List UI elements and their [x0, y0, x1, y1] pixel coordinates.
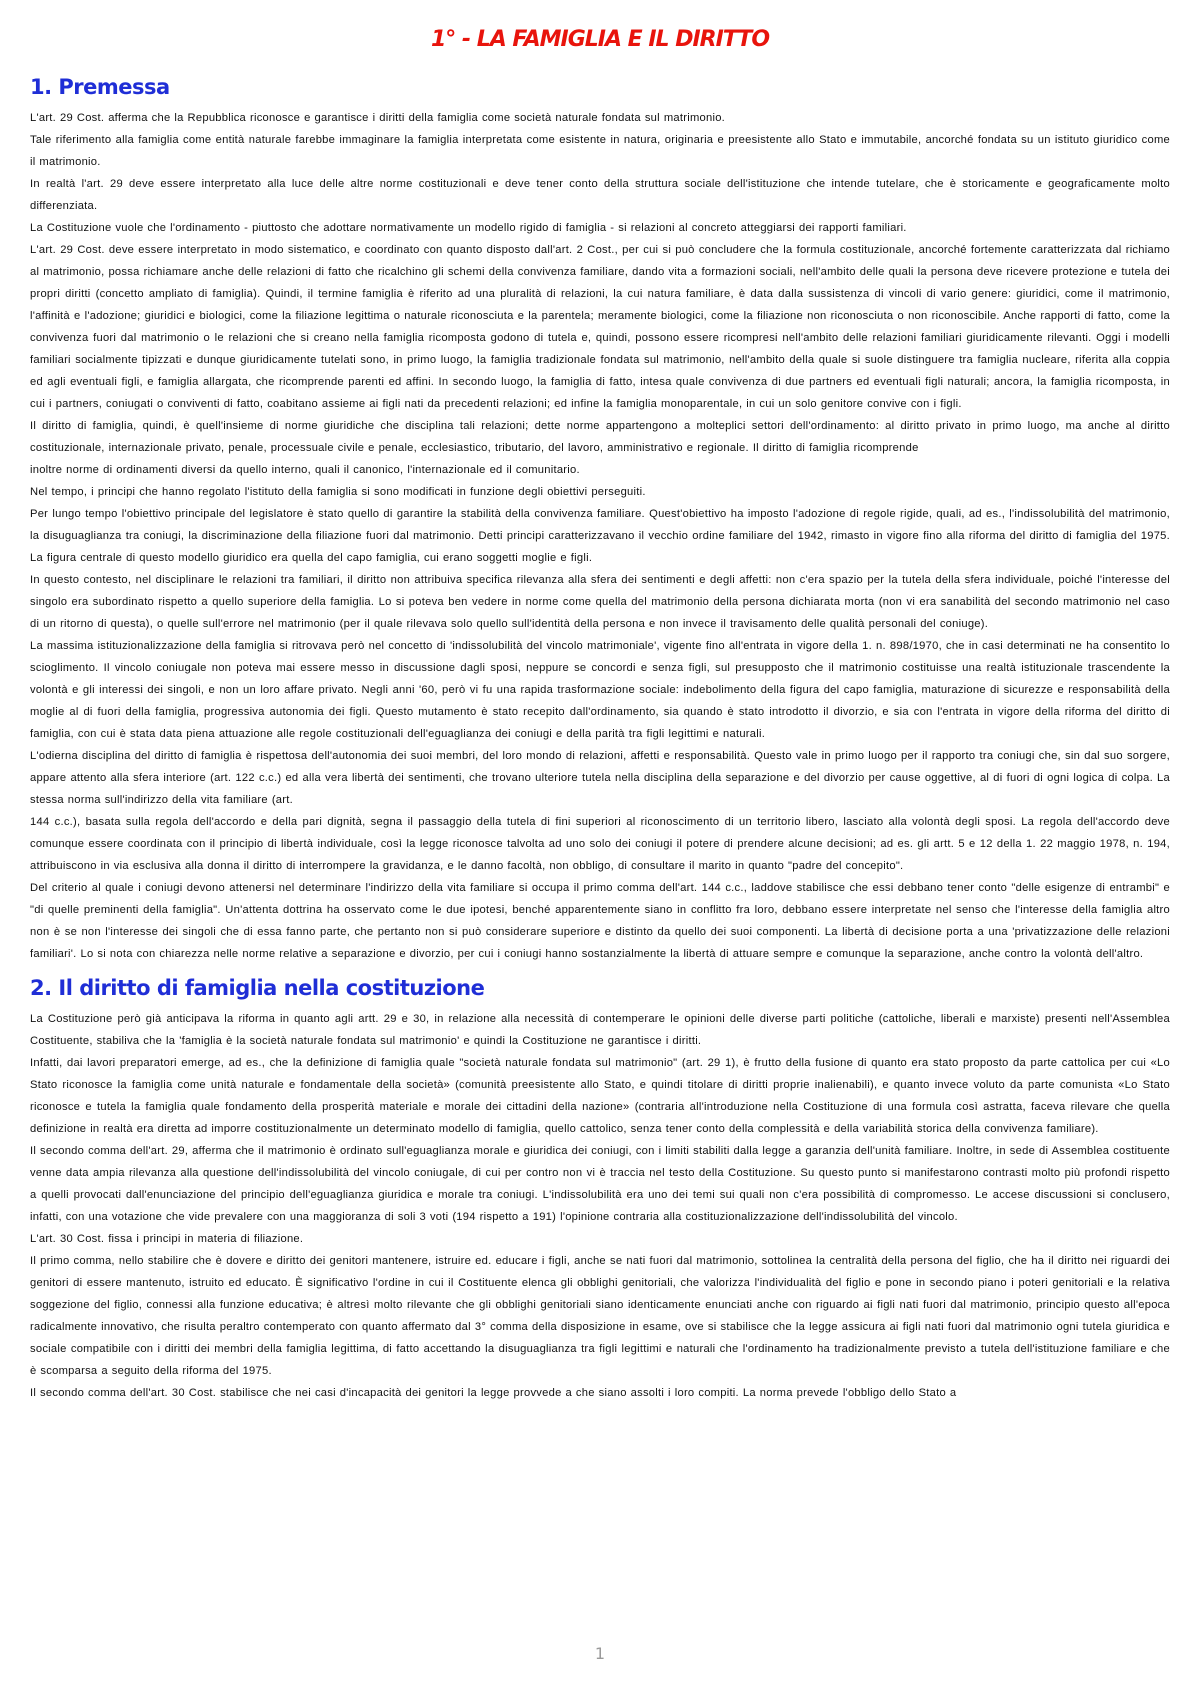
section-heading: 1. Premessa	[30, 75, 170, 99]
page-number: 1	[594, 1644, 606, 1663]
paragraph: In questo contesto, nel disciplinare le relazioni tra familiari, il diritto non attribuiva specifica rilevanza alla sfera dei sentimenti e degli affetti: non c'era spazio per la tutela della sfera individuale, poiché l'interesse del singolo era subordinato rispetto a quello superiore della famiglia. Lo si poteva ben vedere in norme come quella del matrimonio della persona dichiarata morta (non vi era sanabilità del secondo matrimonio nel caso di un ritorno di questa), o quelle sull'errore nel matrimonio (per il quale rilevava solo quello sull'identità della persona e non invece il travisamento delle qualità personali del coniuge).	[30, 574, 1170, 630]
paragraph: La massima istituzionalizzazione della famiglia si ritrovava però nel concetto di 'indissolubilità del vincolo matrimoniale', vigente fino all'entrata in vigore della 1. n. 898/1970, che in casi determinati ne ha consentito lo scioglimento. Il vincolo coniugale non poteva mai essere messo in discussione dagli sposi, neppure se concordi e senza figli, sul presupposto che il matrimonio costituisse una realtà istituzionale trascendente la volontà e gli interessi dei singoli, e non un loro affare privato. Negli anni '60, però vi fu una rapida trasformazione sociale: indebolimento della figura del capo famiglia, maturazione di sicurezze e responsabilità della moglie al di fuori della famiglia, progressiva autonomia dei figli. Questo mutamento è stato recepito dall'ordinamento, sia quando è stato introdotto il divorzio, e sia con l'entrata in vigore della riforma del diritto di famiglia, con cui è stata data piena attuazione alle regole costituzionali dell'eguaglianza dei coniugi e della parità tra figli legittimi e naturali.	[30, 640, 1170, 740]
paragraph: Il diritto di famiglia, quindi, è quell'insieme di norme giuridiche che disciplina tali relazioni; dette norme appartengono a molteplici settori dell'ordinamento: al diritto privato in primo luogo, ma anche al diritto costituzionale, internazionale privato, penale, processuale civile e penale, ecclesiastico, tributario, del lavoro, amministrativo e regionale. Il diritto di famiglia ricomprende	[30, 420, 1170, 454]
paragraph: L'odierna disciplina del diritto di famiglia è rispettosa dell'autonomia dei suoi membri, del loro mondo di relazioni, affetti e responsabilità. Questo vale in primo luogo per il rapporto tra coniugi che, sin dal suo sorgere, appare attento alla sfera interiore (art. 122 c.c.) ed alla vera libertà dei sentimenti, che trovano ulteriore tutela nella disciplina della separazione e del divorzio per cause oggettive, al di fuori di ogni logica di colpa. La stessa norma sull'indirizzo della vita familiare (art.	[30, 750, 1170, 806]
section-diritto-famiglia-costituzione	[30, 971, 1170, 1404]
document-page	[30, 22, 1170, 1404]
paragraph: La Costituzione però già anticipava la riforma in quanto agli artt. 29 e 30, in relazione alla necessità di contemperare le opinioni delle diverse parti politiche (cattoliche, liberali e marxiste) presenti nell'Assemblea Costituente, stabiliva che la 'famiglia è la società naturale fondata sul matrimonio' e quindi la Costituzione ne garantisce i diritti.	[30, 1013, 1170, 1047]
paragraph: Il secondo comma dell'art. 30 Cost. stabilisce che nei casi d'incapacità dei genitori la legge provvede a che siano assolti i loro compiti. La norma prevede l'obbligo dello Stato a	[30, 1387, 957, 1399]
paragraph: Infatti, dai lavori preparatori emerge, ad es., che la definizione di famiglia quale "società naturale fondata sul matrimonio" (art. 29 1), è frutto della fusione di quanto era stato proposto da parte cattolica per cui «Lo Stato riconosce la famiglia come unità naturale e fondamentale della società» (comunità preesistente allo Stato, e quindi titolare di diritti proprie inalienabili), e quanto invece voluto da parte comunista «Lo Stato riconosce e tutela la famiglia quale fondamento della prosperità materiale e morale dei cittadini della nazione» (contraria all'introduzione nella Costituzione di una formula così astratta, faceva rilevare che quella definizione in realtà era diretta ad imporre costituzionalmente un determinato modello di famiglia, quello cattolico, senza tener conto della complessità e della variabilità storica della convivenza familiare).	[30, 1057, 1170, 1135]
paragraph: Nel tempo, i principi che hanno regolato l'istituto della famiglia si sono modificati in funzione degli obiettivi perseguiti.	[30, 486, 646, 498]
paragraph: inoltre norme di ordinamenti diversi da quello interno, quali il canonico, l'internazionale ed il comunitario.	[30, 464, 580, 476]
paragraph: Del criterio al quale i coniugi devono attenersi nel determinare l'indirizzo della vita familiare si occupa il primo comma dell'art. 144 c.c., laddove stabilisce che essi debbano tener conto "delle esigenze di entrambi" e "di quelle preminenti della famiglia". Un'attenta dottrina ha osservato come le due ipotesi, benché apparentemente siano in conflitto fra loro, debbano essere interpretate nel senso che l'interesse della famiglia altro non è se non l'interesse dei singoli che di essa fanno parte, che pertanto non si può considerare superiore e distinto da quello dei suoi componenti. La libertà di decisione porta a una 'privatizzazione delle relazioni familiari'. Lo si nota con chiarezza nelle norme relative a separazione e divorzio, per cui i coniugi hanno sostanzialmente la libertà di attuare sempre e comunque la separazione, anche contro la volontà dell'altro.	[30, 882, 1170, 960]
paragraph: Il primo comma, nello stabilire che è dovere e diritto dei genitori mantenere, istruire ed. educare i figli, anche se nati fuori dal matrimonio, sottolinea la centralità della persona del figlio, che ha il diritto nei riguardi dei genitori di essere mantenuto, istruito ed educato. È significativo l'ordine in cui il Costituente elenca gli obblighi genitoriali, che valorizza l'individualità del figlio e pone in secondo piano i poteri genitoriali e la relativa soggezione del figlio, connessi alla funzione educativa; è altresì molto rilevante che gli obblighi genitoriali siano identicamente enunciati anche con riguardo ai figli nati fuori dal matrimonio, principio questo all'epoca radicalmente innovativo, che risulta peraltro contemperato con quanto affermato dal 3° comma della disposizione in esame, ove si stabilisce che la legge assicura ai figli nati fuori dal matrimonio ogni tutela giuridica e sociale compatibile con i diritti dei membri della famiglia legittima, di fatto accettando la disuguaglianza tra figli legittimi e naturali che l'ordinamento ha tradizionalmente previsto a tutela dell'istituzione familiare e che è scomparsa a seguito della riforma del 1975.	[30, 1255, 1170, 1377]
section-premessa	[30, 70, 1170, 965]
paragraph: In realtà l'art. 29 deve essere interpretato alla luce delle altre norme costituzionali e deve tener conto della struttura sociale dell'istituzione che intende tutelare, che è storicamente e geograficamente molto differenziata.	[30, 178, 1170, 212]
paragraph: L'art. 30 Cost. fissa i principi in materia di filiazione.	[30, 1233, 304, 1245]
section-heading: 2. Il diritto di famiglia nella costituzione	[30, 976, 485, 1000]
paragraph: L'art. 29 Cost. afferma che la Repubblica riconosce e garantisce i diritti della famiglia come società naturale fondata sul matrimonio.	[30, 112, 726, 124]
document-title: 1° - LA FAMIGLIA E IL DIRITTO	[430, 27, 770, 52]
paragraph: Il secondo comma dell'art. 29, afferma che il matrimonio è ordinato sull'eguaglianza morale e giuridica dei coniugi, con i limiti stabiliti dalla legge a garanzia dell'unità familiare. Inoltre, in sede di Assemblea costituente venne data ampia rilevanza alla questione dell'indissolubilità del vincolo coniugale, di cui per contro non vi è traccia nel testo della Costituzione. Su questo punto si manifestarono contrasti molto più profondi rispetto a quelli provocati dall'enunciazione del principio dell'eguaglianza giuridica e morale tra coniugi. L'indissolubilità era uno dei temi sui quali non c'era possibilità di compromesso. Le accese discussioni si conclusero, infatti, con una votazione che vide prevalere con una maggioranza di soli 3 voti (194 rispetto a 191) l'opinione contraria alla costituzionalizzazione dell'indissolubilità del vincolo.	[30, 1145, 1170, 1223]
paragraph: Tale riferimento alla famiglia come entità naturale farebbe immaginare la famiglia interpretata come esistente in natura, originaria e preesistente allo Stato e immutabile, ancorché fondata su un istituto giuridico come il matrimonio.	[30, 134, 1170, 168]
paragraph: Per lungo tempo l'obiettivo principale del legislatore è stato quello di garantire la stabilità della convivenza familiare. Quest'obiettivo ha imposto l'adozione di regole rigide, quali, ad es., l'indissolubilità del matrimonio, la disuguaglianza tra coniugi, la discriminazione della filiazione fuori dal matrimonio. Detti principi caratterizzavano il vecchio ordine familiare del 1942, rimasto in vigore fino alla riforma del diritto di famiglia del 1975. La figura centrale di questo modello giuridico era quella del capo famiglia, cui erano soggetti moglie e figli.	[30, 508, 1170, 564]
paragraph: 144 c.c.), basata sulla regola dell'accordo e della pari dignità, segna il passaggio della tutela di fini superiori al riconoscimento di un territorio libero, lasciato alla volontà degli sposi. La regola dell'accordo deve comunque essere coordinata con il principio di libertà individuale, così la legge riconosce talvolta ad uno solo dei coniugi il potere di prendere alcune decisioni; ad es. gli artt. 5 e 12 della 1. 22 maggio 1978, n. 194, attribuiscono in via esclusiva alla donna il diritto di interrompere la gravidanza, e le danno facoltà, non obbligo, di consultare il marito in quanto "padre del concepito".	[30, 816, 1170, 872]
paragraph: La Costituzione vuole che l'ordinamento - piuttosto che adottare normativamente un modello rigido di famiglia - si relazioni al concreto atteggiarsi dei rapporti familiari.	[30, 222, 907, 234]
paragraph: L'art. 29 Cost. deve essere interpretato in modo sistematico, e coordinato con quanto disposto dall'art. 2 Cost., per cui si può concludere che la formula costituzionale, ancorché fortemente caratterizzata dal richiamo al matrimonio, possa richiamare anche delle relazioni di fatto che ricalchino gli schemi della convivenza familiare, dando vita a formazioni sociali, nell'ambito delle quali la persona deve ricevere protezione e tutela dei propri diritti (concetto ampliato di famiglia). Quindi, il termine famiglia è riferito ad una pluralità di relazioni, la cui natura familiare, è data dalla sussistenza di vincoli di vario genere: giuridici, come il matrimonio, l'affinità e l'adozione; giuridici e biologici, come la filiazione legittima o naturale riconosciuta e la parentela; meramente biologici, come la filiazione non riconosciuta o non riconoscibile. Anche rapporti di fatto, come la convivenza fuori dal matrimonio o le relazioni che si creano nella famiglia ricomposta godono di tutela e, quindi, possono essere ricompresi nell'ambito delle relazioni familiari giuridicamente rilevanti. Oggi i modelli familiari socialmente tipizzati e dunque giuridicamente tutelati sono, in primo luogo, la famiglia tradizionale fondata sul matrimonio, nell'ambito della quale si suole distinguere tra famiglia nucleare, riferita alla coppia ed agli eventuali figli, e famiglia allargata, che ricomprende parenti ed affini. In secondo luogo, la famiglia di fatto, intesa quale convivenza di due partners ed eventuali figli naturali; ancora, la famiglia ricomposta, in cui i partners, coniugati o conviventi di fatto, coabitano assieme ai figli nati da precedenti relazioni; ed infine la famiglia monoparentale, in cui un solo genitore convive con i figli.	[30, 244, 1170, 410]
